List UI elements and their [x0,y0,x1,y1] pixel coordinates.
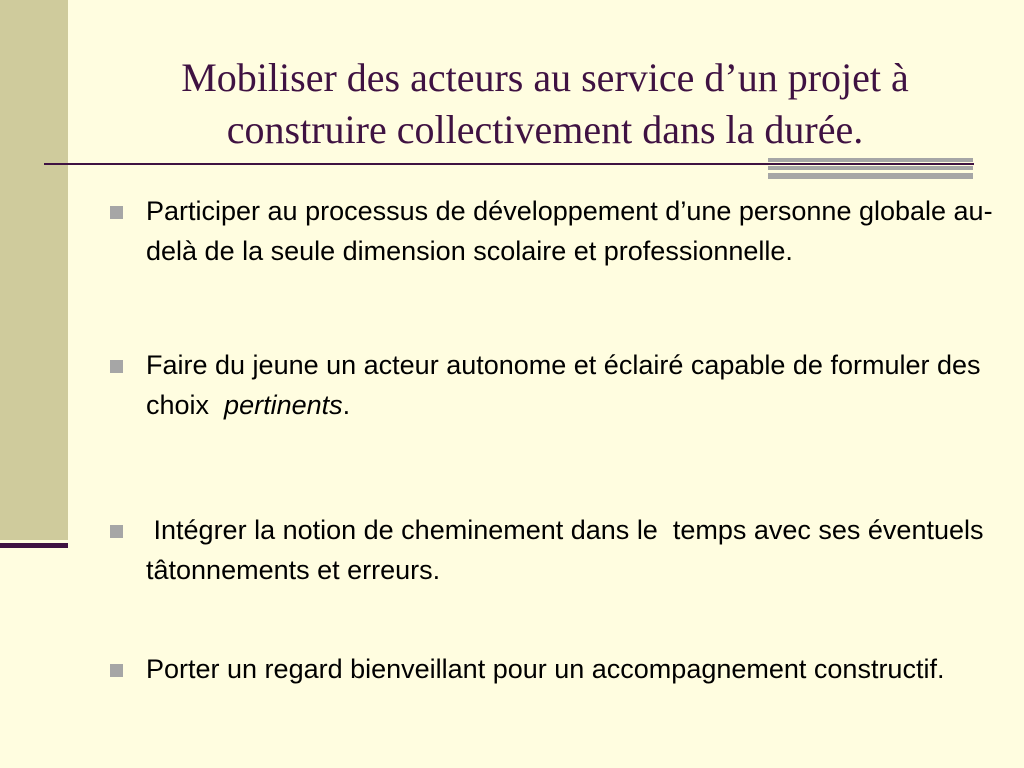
left-decor-band [0,0,68,540]
square-bullet-icon [110,525,123,538]
square-bullet-icon [110,360,123,373]
divider-accent-bar [768,173,973,179]
bullet-item [110,345,1010,425]
bullet-text-part: . [342,390,351,420]
bullet-text-part: Faire du jeune un acteur autonome et éclairé capable de formuler des choix [146,350,989,420]
bullet-text: Intégrer la notion de cheminement dans le temps avec ses éventuels tâtonnements et erreurs. [146,515,992,585]
title-divider [44,163,974,165]
bullet-text: Participer au processus de développement d’une personne globale au-delà de la seule dimension scolaire et professionnelle. [146,196,993,266]
bullet-text [146,345,1010,425]
divider-accent-bar [768,158,973,162]
bullet-text: Porter un regard bienveillant pour un accompagnement constructif. [146,654,945,684]
square-bullet-icon [110,206,123,219]
divider-accent-bar [768,166,973,170]
bullet-item [110,510,1010,590]
left-decor-accent-line [0,543,68,548]
square-bullet-icon [110,664,123,677]
slide-title: Mobiliser des acteurs au service d’un projet à construire collectivement dans la durée. [181,55,909,152]
bullet-item [110,191,1010,271]
bullet-item [110,649,1010,689]
bullet-text-emphasis: pertinents [224,390,343,420]
